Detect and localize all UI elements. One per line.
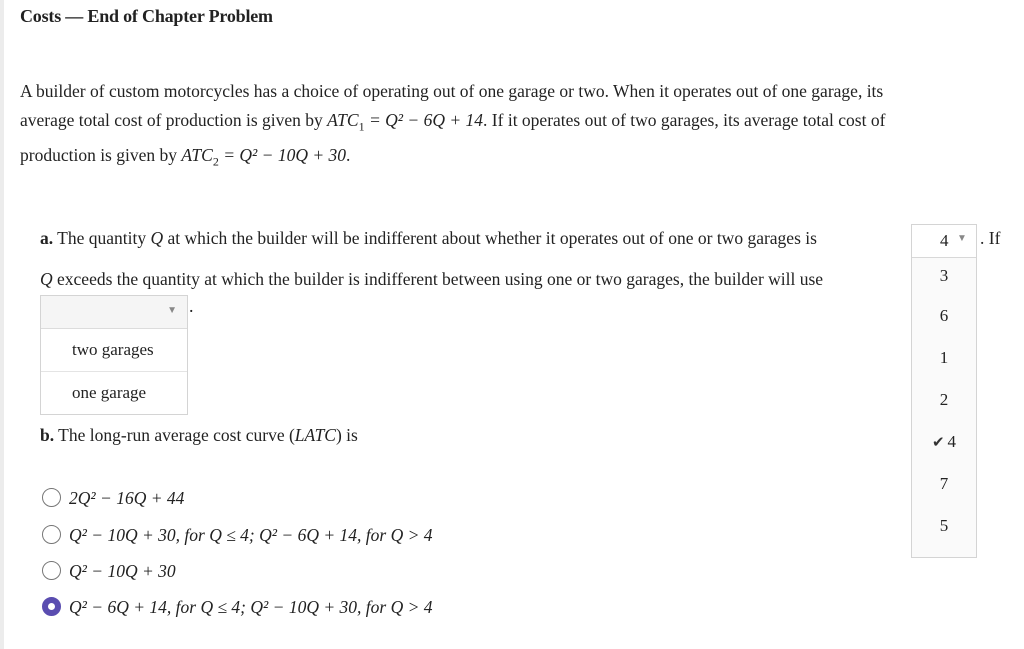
atc2-subscript: 2 [212, 154, 219, 168]
quantity-option[interactable] [912, 463, 976, 505]
problem-line-2 [20, 106, 1010, 141]
garages-dropdown[interactable] [40, 295, 188, 415]
garages-dropdown-selected[interactable] [41, 296, 187, 329]
part-b-question [40, 425, 358, 446]
choice-option[interactable] [42, 525, 433, 549]
part-b-text: ) is [335, 425, 358, 445]
choice-label: Q² − 10Q + 30 [69, 561, 176, 581]
part-a-text: at which the builder will be indifferent about whether it operates out of one or two garages is [163, 228, 817, 248]
radio-button[interactable] [42, 488, 61, 507]
left-rule [0, 0, 4, 649]
quantity-option[interactable] [912, 379, 976, 421]
option-label: 2 [939, 390, 949, 409]
choice-label: Q² − 10Q + 30, for Q ≤ 4; Q² − 6Q + 14, for Q > 4 [69, 525, 433, 545]
choice-label: 2Q² − 16Q + 44 [69, 488, 185, 508]
q-symbol: Q [40, 269, 53, 289]
quantity-dropdown[interactable] [911, 224, 977, 558]
problem-line-3 [20, 141, 1010, 176]
part-b-label: b. [40, 425, 55, 445]
garages-option-one[interactable]: one garage [41, 372, 187, 414]
option-label: 4 [947, 432, 957, 451]
part-b-text: The long-run average cost curve ( [54, 425, 295, 445]
atc2-equation: = Q² − 10Q + 30 [218, 144, 347, 165]
option-label: 1 [939, 348, 949, 367]
atc1-subscript: 1 [358, 119, 365, 133]
caret-down-icon: ▼ [167, 305, 177, 316]
atc1-symbol: ATC [327, 109, 359, 130]
choice-option[interactable] [42, 561, 176, 585]
garages-option-two[interactable]: two garages [41, 329, 187, 372]
quantity-option[interactable] [912, 295, 976, 337]
radio-button[interactable] [42, 525, 61, 544]
choice-option[interactable] [42, 488, 184, 512]
option-label: 3 [939, 266, 949, 285]
part-a-label: a. [40, 228, 54, 248]
part-a-text: The quantity [53, 228, 151, 248]
problem-text: production is given by [20, 144, 182, 165]
option-label: 5 [939, 516, 949, 535]
atc2-symbol: ATC [181, 144, 213, 165]
radio-button[interactable] [42, 561, 61, 580]
quantity-selected-value: 4 [940, 231, 949, 250]
check-icon: ✔ [931, 435, 945, 451]
page-title: Costs — End of Chapter Problem [20, 6, 273, 26]
part-a-line-2 [40, 269, 823, 290]
caret-down-icon: ▼ [957, 233, 967, 244]
problem-line-1: A builder of custom motorcycles has a choice of operating out of one garage or two. When it operates out of one garage, its [20, 81, 884, 101]
choice-option-selected[interactable] [42, 597, 433, 621]
option-label: 6 [939, 306, 949, 325]
q-symbol: Q [150, 228, 164, 248]
latc-symbol: LATC [294, 425, 336, 445]
part-a-text: exceeds the quantity at which the builder is indifferent between using one or two garages, the builder will use [52, 269, 824, 289]
choice-label: Q² − 6Q + 14, for Q ≤ 4; Q² − 10Q + 30, for Q > 4 [69, 597, 433, 617]
problem-statement [20, 77, 1010, 176]
atc1-equation: = Q² − 6Q + 14 [364, 109, 484, 130]
problem-text: average total cost of production is given by [20, 109, 328, 130]
quantity-dropdown-selected[interactable] [912, 225, 976, 258]
radio-button-selected[interactable] [42, 597, 61, 616]
part-a-line-1 [40, 228, 817, 249]
quantity-option-checked[interactable] [912, 421, 976, 463]
quantity-option[interactable] [912, 505, 976, 547]
problem-text: . If it operates out of two garages, its average total cost of [483, 109, 886, 130]
part-a-end-period: . [189, 296, 194, 316]
problem-text: . [346, 144, 351, 165]
quantity-option[interactable] [912, 257, 976, 295]
option-label: 7 [939, 474, 949, 493]
part-a-after-dropdown: . If [980, 228, 1001, 248]
quantity-option[interactable] [912, 337, 976, 379]
